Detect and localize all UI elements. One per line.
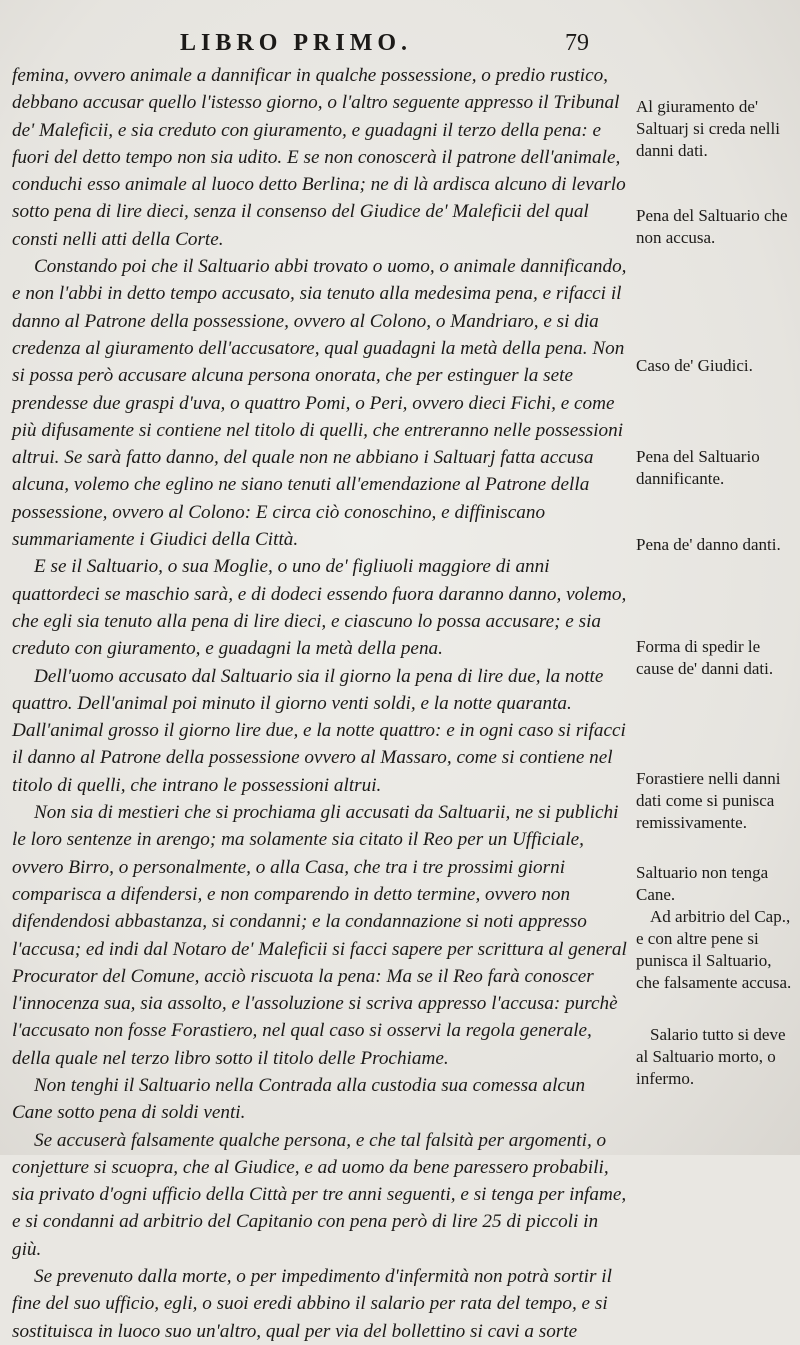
margin-note: Al giuramento de' Saltuarj si creda nelli danni dati. xyxy=(636,97,780,160)
margin-note: Forastiere nelli danni dati come si punisca remissivamente. xyxy=(636,769,781,832)
paragraph: femina, ovvero animale a dannificar in qualche possessione, o predio rustico, debbano accusar quello l'istesso giorno, o l'altro seguente appresso il Tribunal de' Maleficii, e sia creduto con giuramento, e guadagni il terzo della pena: e fuori del detto tempo non sia udito. E se non conoscerà il patrone dell'animale, conduchi esso animale al luoco detto Berlina; ne di là ardisca alcuno di levarlo sotto pena di lire dieci, senza il consenso del Giudice de' Maleficii del qual consti nelli atti della Corte. xyxy=(12,65,626,250)
paragraph: Non tenghi il Saltuario nella Contrada alla custodia sua comessa alcun Cane sotto pena di soldi venti. xyxy=(12,1074,586,1124)
paragraph: Dell'uomo accusato dal Saltuario sia il giorno la pena di lire due, la notte quattro. Dell'animal poi minuto il giorno venti soldi, e la notte quaranta. Dall'animal grosso il giorno lire due, e la notte quattro: e in ogni caso si rifacci il danno al Patrone della possessione ovvero al Massaro, come si contiene nel titolo di quelli, che intrano le possessioni altrui. xyxy=(12,665,626,796)
body-text xyxy=(12,62,628,1345)
margin-note: Forma di spedir le cause de' danni dati. xyxy=(636,637,774,678)
paragraph: Constando poi che il Saltuario abbi trovato o uomo, o animale dannificando, e non l'abbi in detto tempo accusato, sia tenuto alla medesima pena, e rifacci il danno al Patrone della possessione, ovvero al Colono, o Mandriaro, e si dia credenza al giuramento dell'accusatore, qual guadagni la metà della pena. Non si possa però accusare alcuna persona onorata, che per estinguer la sete prendesse due graspi d'uva, o quattro Pomi, o Peri, ovvero dieci Fichi, e come più difusamente si contiene nel titolo di quelli, che entreranno nelle possessioni altrui. Se sarà fatto danno, del quale non ne abbiano i Saltuarj fatta accusa alcuna, volemo che eglino ne siano tenuti all'emendazione al Patrone della possessione, ovvero al Colono: E circa ciò conoschino, e diffiniscano summariamente i Giudici della Città. xyxy=(12,256,627,551)
paragraph: Se accuserà falsamente qualche persona, e che tal falsità per argomenti, o conjetture si scuopra, che al Giudice, e ad uomo da bene paressero probabili, sia privato d'ogni ufficio della Città per tre anni seguenti, e si tenga per infame, e si condanni ad arbitrio del Capitanio con pena però di lire 25 di piccoli in giù. xyxy=(12,1129,627,1260)
margin-note: Pena del Saltuario dannificante. xyxy=(636,447,760,488)
page-number: 79 xyxy=(565,30,589,56)
margin-note: Pena del Saltuario che non accusa. xyxy=(636,206,788,247)
margin-note: Saltuario non tenga Cane. xyxy=(636,863,769,904)
running-header: LIBRO PRIMO. xyxy=(180,30,413,56)
margin-note: Caso de' Giudici. xyxy=(636,356,753,375)
margin-note: Ad arbitrio del Cap., e con altre pene si punisca il Saltuario, che falsamente accusa. xyxy=(636,907,792,992)
paragraph: E se il Saltuario, o sua Moglie, o uno de' figliuoli maggiore di anni quattordeci se maschio sarà, e di dodeci essendo fuora daranno danno, volemo, che egli sia tenuto alla pena di lire dieci, e ciascuno lo possa accusare; e sia creduto con giuramento, e guadagni la metà della pena. xyxy=(12,556,627,660)
paragraph: Se prevenuto dalla morte, o per impedimento d'infermità non potrà sortir il fine del suo ufficio, egli, o suoi eredi abbino il salario per rata del tempo, e si sostituisca in luoco suo un'altro, qual per via del bollettino si cavi a sorte xyxy=(12,1266,612,1342)
margin-note: Salario tutto si deve al Saltuario morto, o infermo. xyxy=(636,1025,786,1088)
paragraph: Non sia di mestieri che si prochiama gli accusati da Saltuarii, ne si publichi le loro sentenze in arengo; ma solamente sia citato il Reo per un Ufficiale, ovvero Birro, o personalmente, o alla Casa, che tra i tre prossimi giorni comparisca a difendersi, e non comparendo in detto termine, ovvero non difendendosi abbastanza, si condanni; e la condannazione si noti appresso l'accusa; ed indi dal Notaro de' Maleficii si facci sapere per scrittura al general Procurator del Comune, acciò riscuota la pena: Ma se il Reo farà conoscer l'innocenza sua, sia assolto, e l'assoluzione si scriva appresso l'accusa: purchè l'accusato non fosse Forastiero, nel qual caso si osservi la regola generale, della quale nel terzo libro sotto il titolo delle Prochiame. xyxy=(12,802,627,1069)
margin-note: Pena de' danno danti. xyxy=(636,535,781,554)
